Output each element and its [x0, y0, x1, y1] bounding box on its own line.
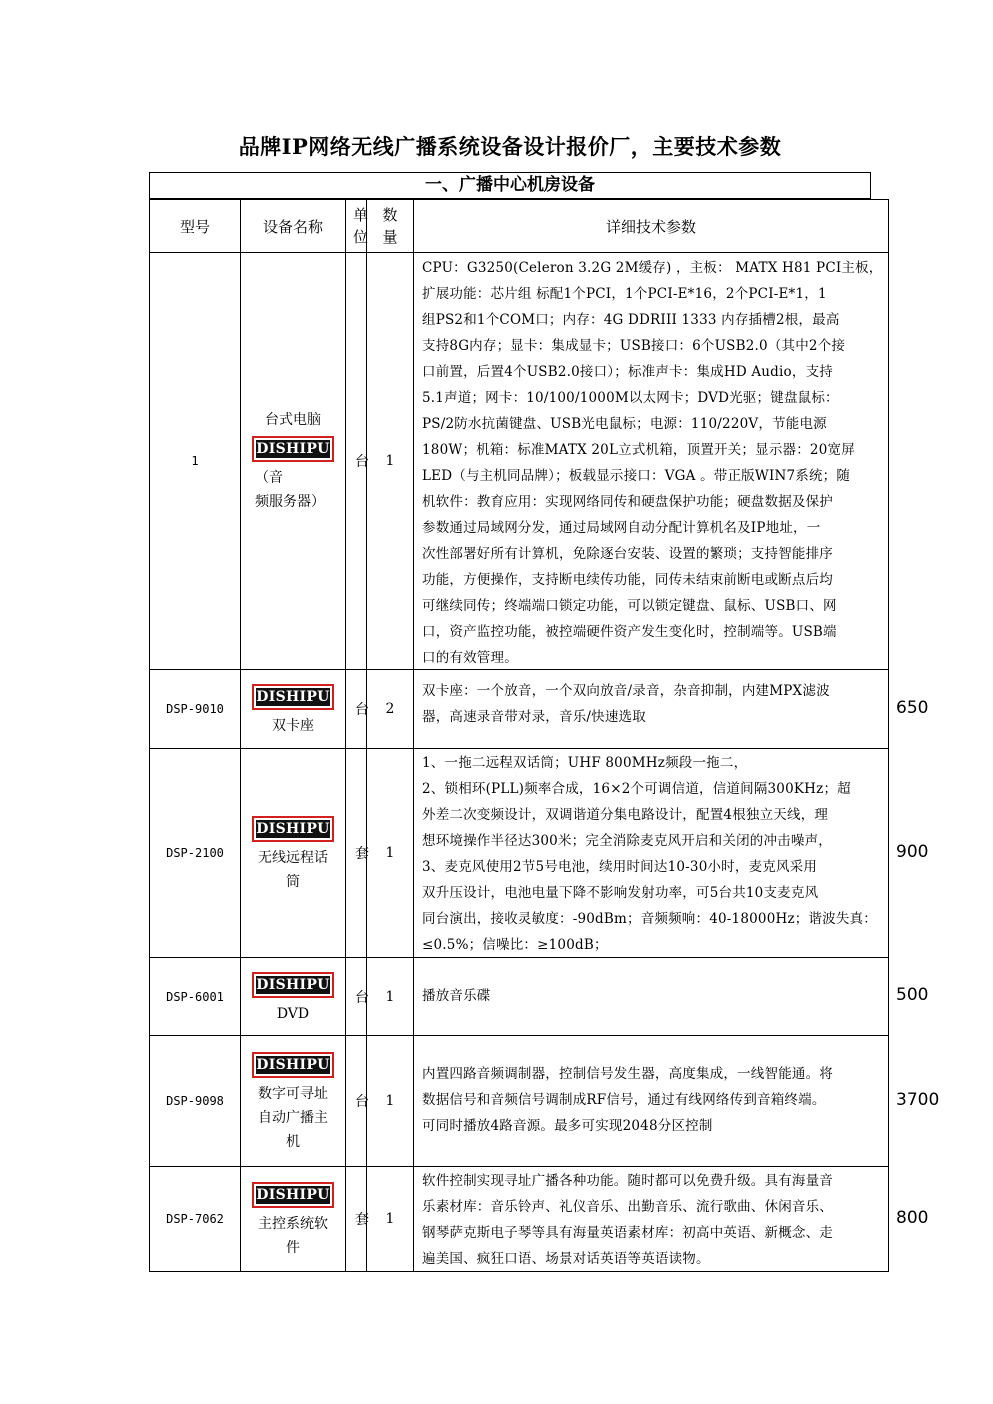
spec-line: 口前置，后置4个USB2.0接口）；标准声卡：集成HD Audio，支持 — [422, 364, 833, 380]
logo-text: DISHIPU — [256, 976, 330, 993]
name-cell — [241, 1167, 345, 1271]
qty-value: 1 — [385, 988, 395, 1005]
logo-text: DISHIPU — [256, 1057, 330, 1073]
device-name-line: 主控系统软 — [258, 1216, 328, 1232]
logo-text: DISHIPU — [256, 1187, 330, 1203]
qty-value: 2 — [385, 701, 395, 717]
header-qty-label: 数 — [382, 206, 398, 224]
spec-line: 同台演出，接收灵敏度：-90dBm；音频频响：40-18000Hz；谐波失真： — [422, 911, 877, 927]
device-name-line: 件 — [286, 1240, 300, 1256]
qty-cell — [367, 749, 413, 957]
price-value: 800 — [896, 1207, 929, 1228]
spec-line: 外差二次变频设计，双调谐道分集电路设计，配置4根独立天线，理 — [422, 807, 829, 823]
unit-value: 台 — [355, 454, 369, 470]
model-value: DSP-2100 — [166, 846, 224, 860]
dishipu-logo — [252, 972, 334, 998]
spec-line: 支持8G内存；显卡：集成显卡；USB接口：6个USB2.0（其中2个接 — [422, 338, 846, 354]
device-name-line: 自动广播主 — [258, 1110, 328, 1126]
spec-cell — [422, 983, 885, 1009]
unit-value: 套 — [355, 846, 369, 862]
qty-cell — [367, 253, 413, 669]
device-name-line: 筒 — [286, 874, 300, 890]
spec-cell — [422, 678, 885, 730]
spec-line: 内置四路音频调制器，控制信号发生器，高度集成，一线智能通。将 — [422, 1066, 833, 1082]
price-value: 3700 — [896, 1089, 940, 1110]
spec-line: 双升压设计，电池电量下降不影响发射功率，可5台共10支麦克风 — [422, 885, 819, 901]
spec-line: 扩展功能：芯片组 标配1个PCI，1个PCI-E*16，2个PCI-E*1，1 — [422, 286, 827, 302]
spec-line: 可继续同传；终端端口锁定功能，可以锁定键盘、鼠标、USB口、网 — [422, 598, 837, 614]
dishipu-logo — [252, 1182, 334, 1208]
name-cell — [241, 670, 345, 748]
spec-line: 遍美国、疯狂口语、场景对话英语等英语读物。 — [422, 1251, 710, 1267]
spec-line: CPU：G3250(Celeron 3.2G 2M缓存) ，主板： MATX H81 PCI主板， — [422, 260, 883, 276]
col-border-4 — [413, 199, 414, 1272]
header-qty — [367, 200, 413, 252]
model-cell — [150, 958, 240, 1035]
name-cell — [241, 749, 345, 957]
header-spec — [414, 200, 888, 252]
spec-line: 次性部署好所有计算机，免除逐台安装、设置的繁琐；支持智能排序 — [422, 546, 833, 562]
spec-line: 180W；机箱：标准MATX 20L立式机箱，顶置开关；显示器：20宽屏 — [422, 442, 855, 458]
price-value: 900 — [896, 841, 929, 862]
spec-line: 器，高速录音带对录，音乐/快速选取 — [422, 709, 646, 725]
unit-value: 套 — [355, 1212, 369, 1228]
device-name-line: DVD — [276, 1005, 310, 1022]
qty-value: 1 — [385, 1093, 395, 1109]
model-value: DSP-7062 — [166, 1212, 224, 1226]
name-cell — [241, 1036, 345, 1166]
qty-cell — [367, 1167, 413, 1271]
spec-line: PS/2防水抗菌键盘、USB光电鼠标；电源：110/220V，节能电源 — [422, 416, 827, 432]
device-name — [277, 1002, 309, 1026]
device-name — [249, 466, 345, 514]
dishipu-logo — [252, 436, 334, 462]
spec-line: LED（与主机同品牌）；板载显示接口：VGA 。带正版WIN7系统；随 — [422, 468, 851, 484]
qty-cell — [367, 1036, 413, 1166]
header-model — [150, 200, 240, 252]
spec-line: 5.1声道；网卡：10/100/1000M以太网卡；DVD光驱；键盘鼠标： — [422, 390, 839, 406]
device-name — [258, 1082, 328, 1154]
qty-value: 1 — [385, 453, 395, 469]
spec-line: 参数通过局域网分发，通过局域网自动分配计算机名及IP地址，一 — [422, 520, 821, 536]
device-name-line: 数字可寻址 — [258, 1086, 328, 1102]
header-unit-label: 位 — [353, 228, 369, 246]
device-name-line: （音 — [255, 470, 283, 486]
header-spec-label: 详细技术参数 — [605, 217, 696, 236]
header-unit-label: 单 — [353, 206, 369, 224]
spec-cell — [422, 1061, 885, 1139]
name-cell — [241, 958, 345, 1035]
spec-cell — [422, 255, 885, 671]
header-model-label: 型号 — [179, 217, 210, 236]
dishipu-logo — [252, 684, 334, 710]
spec-line: 3、麦克风使用2节5号电池，续用时间达10-30小时，麦克风采用 — [422, 859, 818, 875]
header-name-label: 设备名称 — [262, 217, 323, 236]
device-name-line: 双卡座 — [272, 718, 314, 734]
unit-value: 台 — [355, 1094, 369, 1110]
model-value: DSP-6001 — [166, 989, 224, 1004]
spec-line: 口的有效管理。 — [422, 650, 518, 666]
device-name — [258, 846, 328, 894]
model-cell — [150, 670, 240, 748]
device-name-line: 无线远程话 — [258, 850, 328, 866]
spec-line: 播放音乐碟 — [422, 988, 491, 1004]
logo-text: DISHIPU — [256, 441, 330, 457]
price-value: 650 — [896, 697, 929, 718]
model-value: DSP-9010 — [166, 702, 224, 716]
header-name — [241, 200, 345, 252]
device-name — [258, 1212, 328, 1260]
device-name-line: 频服务器） — [255, 494, 325, 510]
spec-line: 功能，方便操作，支持断电续传功能，同传未结束前断电或断点后均 — [422, 572, 833, 588]
qty-value: 1 — [385, 845, 395, 861]
spec-line: 数据信号和音频信号调制成RF信号，通过有线网络传到音箱终端。 — [422, 1092, 826, 1108]
model-cell — [150, 1167, 240, 1271]
unit-value: 台 — [355, 702, 369, 718]
name-cell — [241, 253, 345, 669]
spec-line: 双卡座：一个放音，一个双向放音/录音，杂音抑制，内建MPX滤波 — [422, 683, 830, 699]
device-name-line: 机 — [286, 1134, 300, 1150]
spec-cell — [422, 1168, 885, 1272]
section-heading: 一、广播中心机房设备 — [149, 172, 871, 199]
unit-value: 台 — [355, 989, 369, 1006]
model-cell — [150, 749, 240, 957]
spec-line: 想环境操作半径达300米；完全消除麦克风开启和关闭的冲击噪声， — [422, 833, 832, 849]
model-cell — [150, 1036, 240, 1166]
spec-line: 1、一拖二远程双话筒；UHF 800MHz频段一拖二， — [422, 755, 748, 771]
spec-line: 机软件：教育应用：实现网络同传和硬盘保护功能；硬盘数据及保护 — [422, 494, 833, 510]
device-name-top: 台式电脑 — [265, 412, 321, 428]
device-name — [272, 714, 314, 738]
spec-line: 可同时播放4路音源。最多可实现2048分区控制 — [422, 1118, 713, 1134]
dishipu-logo — [252, 1052, 334, 1078]
spec-line: 乐素材库：音乐铃声、礼仪音乐、出勤音乐、流行歌曲、休闲音乐、 — [422, 1199, 833, 1215]
qty-cell — [367, 958, 413, 1035]
spec-line: 软件控制实现寻址广播各种功能。随时都可以免费升级。具有海量音 — [422, 1173, 833, 1189]
model-value: 1 — [191, 454, 199, 468]
model-cell — [150, 253, 240, 669]
dishipu-logo — [252, 816, 334, 842]
header-qty-label: 量 — [382, 228, 398, 246]
model-value: DSP-9098 — [166, 1094, 224, 1108]
qty-cell — [367, 670, 413, 748]
spec-line: 2、锁相环(PLL)频率合成，16×2个可调信道，信道间隔300KHz；超 — [422, 781, 851, 797]
spec-line: ≤0.5%；信噪比：≥100dB； — [422, 937, 608, 953]
spec-line: 组PS2和1个COM口；内存：4G DDRIII 1333 内存插槽2根，最高 — [422, 312, 840, 328]
spec-line: 钢琴萨克斯电子琴等具有海量英语素材库：初高中英语、新概念、走 — [422, 1225, 833, 1241]
logo-text: DISHIPU — [256, 689, 330, 705]
col-border-5 — [888, 199, 889, 1272]
logo-text: DISHIPU — [256, 821, 330, 837]
spec-cell — [422, 750, 885, 958]
page-title: 品牌IP网络无线广播系统设备设计报价厂，主要技术参数 — [238, 134, 782, 159]
qty-value: 1 — [385, 1211, 395, 1227]
spec-line: 口，资产监控功能，被控端硬件资产发生变化时，控制端等。USB端 — [422, 624, 837, 640]
price-value: 500 — [896, 985, 929, 1005]
